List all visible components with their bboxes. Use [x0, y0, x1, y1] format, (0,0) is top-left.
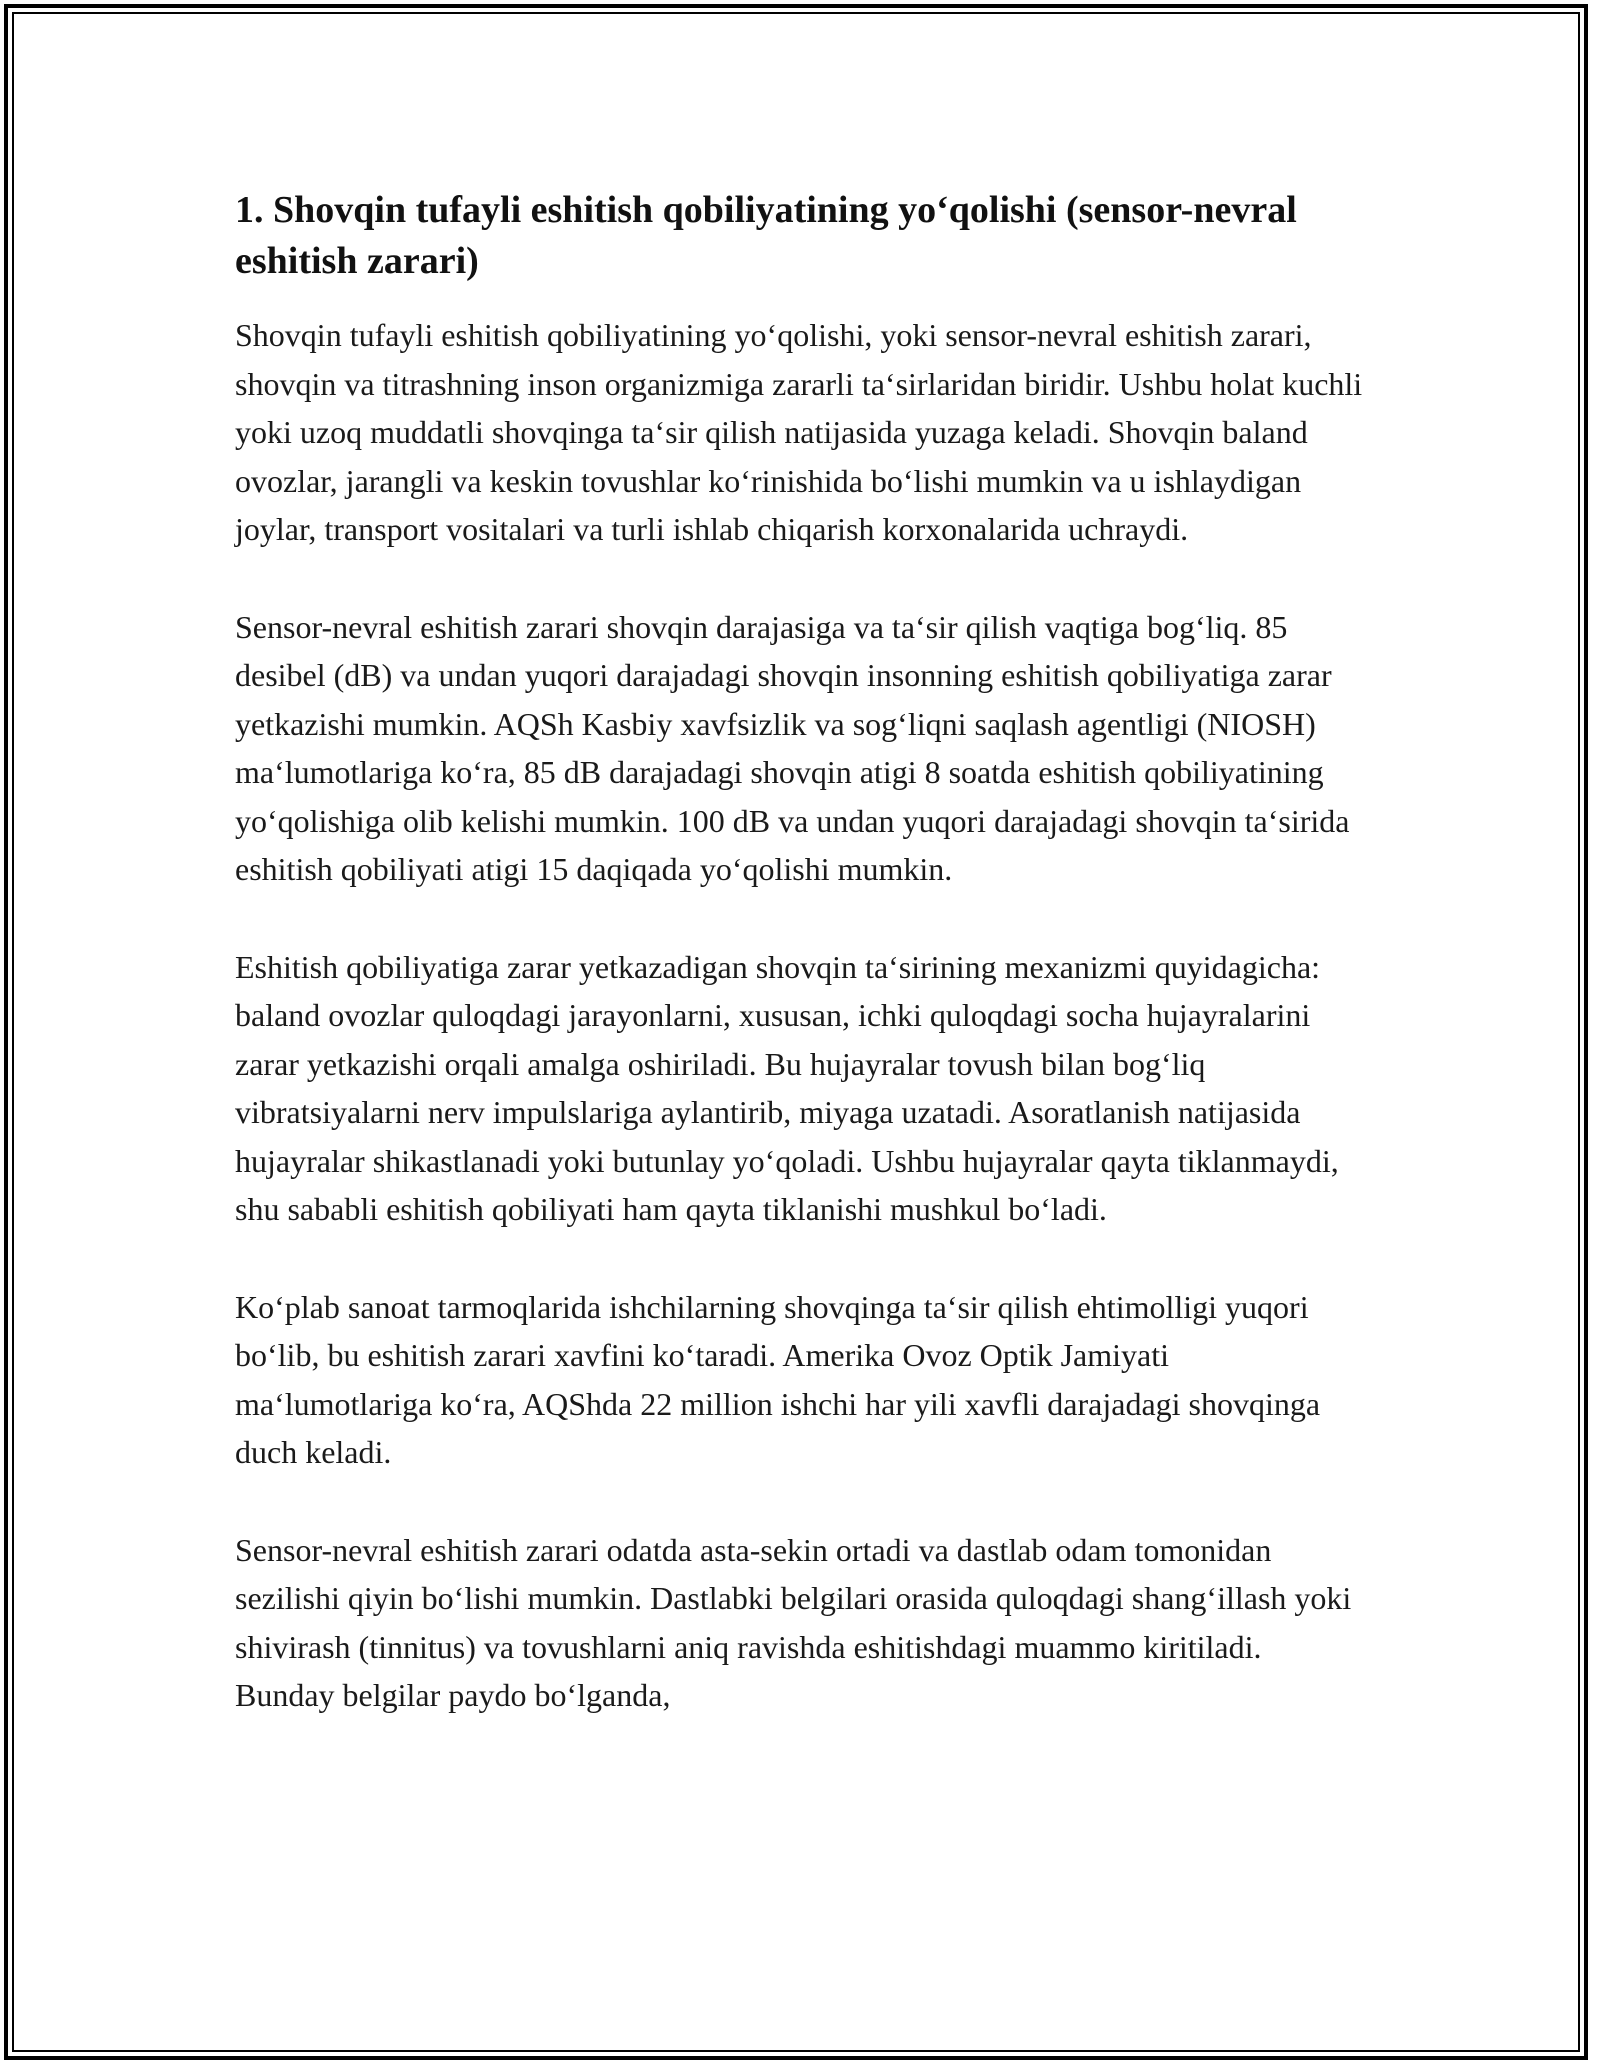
paragraph-4: Ko‘plab sanoat tarmoqlarida ishchilarning shovqinga ta‘sir qilish ehtimolligi yuqori bo‘lib, bu eshitish zarari xavfini ko‘taradi. Amerika Ovoz Optik Jamiyati ma‘lumotlariga ko‘ra, AQShda 22 million ishchi har yili xavfli darajadagi shovqinga duch keladi. [235, 1288, 1321, 1470]
page-title: 1. Shovqin tufayli eshitish qobiliyatining yo‘qolishi (sensor-nevral eshitish zarari) [235, 189, 1297, 282]
paragraph-5: Sensor-nevral eshitish zarari odatda asta-sekin ortadi va dastlab odam tomonidan sezilishi qiyin bo‘lishi mumkin. Dastlabki belgilari orasida quloqdagi shang‘illash yoki shivirash (tinnitus) va tovushlarni aniq ravishda eshitishdagi muammo kiritiladi. Bunday belgilar paydo bo‘lganda, [235, 1531, 1352, 1713]
paragraph-1: Shovqin tufayli eshitish qobiliyatining yo‘qolishi, yoki sensor-nevral eshitish zarari, shovqin va titrashning inson organizmiga zararli ta‘sirlaridan biridir. Ushbu holat kuchli yoki uzoq muddatli shovqinga ta‘sir qilish natijasida yuzaga keladi. Shovqin baland ovozlar, jarangli va keskin tovushlar ko‘rinishida bo‘lishi mumkin va u ishlaydigan joylar, transport vositalari va turli ishlab chiqarish korxonalarida uchraydi. [235, 317, 1363, 547]
document-body [235, 185, 1365, 1769]
paragraph-3: Eshitish qobiliyatiga zarar yetkazadigan shovqin ta‘sirining mexanizmi quyidagicha: baland ovozlar quloqdagi jarayonlarni, xususan, ichki quloqdagi socha hujayralarini zarar yetkazishi orqali amalga oshiriladi. Bu hujayralar tovush bilan bog‘liq vibratsiyalarni nerv impulslariga aylantirib, miyaga uzatadi. Asoratlanish natijasida hujayralar shikastlanadi yoki butunlay yo‘qoladi. Ushbu hujayralar qayta tiklanmaydi, shu sababli eshitish qobiliyati ham qayta tiklanishi mushkul bo‘ladi. [235, 948, 1339, 1227]
paragraph-2: Sensor-nevral eshitish zarari shovqin darajasiga va ta‘sir qilish vaqtiga bog‘liq. 85 desibel (dB) va undan yuqori darajadagi shovqin insonning eshitish qobiliyatiga zarar yetkazishi mumkin. AQSh Kasbiy xavfsizlik va sog‘liqni saqlash agentligi (NIOSH) ma‘lumotlariga ko‘ra, 85 dB darajadagi shovqin atigi 8 soatda eshitish qobiliyatining yo‘qolishiga olib kelishi mumkin. 100 dB va undan yuqori darajadagi shovqin ta‘sirida eshitish qobiliyati atigi 15 daqiqada yo‘qolishi mumkin. [235, 608, 1350, 887]
